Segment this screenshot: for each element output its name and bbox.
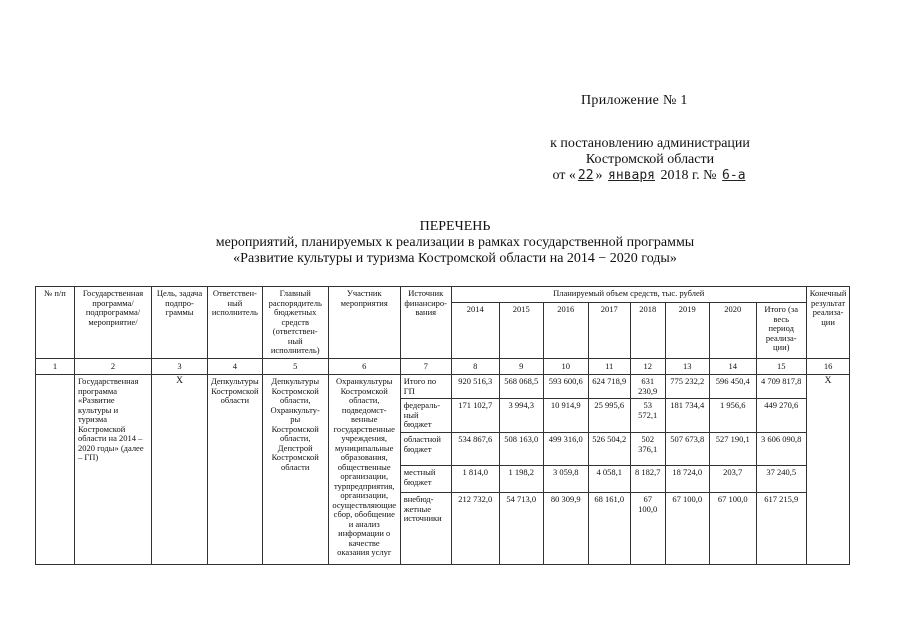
value-cell: 1 198,2 [499, 466, 543, 493]
value-cell: 25 995,6 [588, 399, 630, 433]
date-mid: » [595, 168, 603, 183]
column-number: 3 [152, 359, 208, 375]
column-number: 15 [756, 359, 806, 375]
manager-cell: Депкультуры Костромской области, Охранкульту-ры Костромской области, Депстрой Костромской области [262, 375, 328, 565]
col-total-header: Итого (за весь период реализа-ции) [756, 303, 806, 359]
col-source-header: Источник финансиро-вания [400, 287, 451, 359]
value-cell: 526 504,2 [588, 433, 630, 466]
table-row [36, 375, 850, 399]
col-result-header: Конечный результат реализа-ции [806, 287, 850, 359]
value-cell: 1 956,6 [709, 399, 756, 433]
value-cell: 568 068,5 [499, 375, 543, 399]
program-name-cell: Государственная программа «Развитие культуры и туризма Костромской области на 2014 – 2020 годы» (далее – ГП) [75, 375, 152, 565]
value-cell: 10 914,9 [543, 399, 588, 433]
value-cell: 1 814,0 [451, 466, 499, 493]
source-cell: местный бюджет [400, 466, 451, 493]
value-cell: 502 376,1 [630, 433, 665, 466]
value-cell: 80 309,9 [543, 493, 588, 565]
total-cell: 3 606 090,8 [756, 433, 806, 466]
total-cell: 4 709 817,8 [756, 375, 806, 399]
column-number: 11 [588, 359, 630, 375]
total-cell: 617 215,9 [756, 493, 806, 565]
value-cell: 593 600,6 [543, 375, 588, 399]
source-cell: областной бюджет [400, 433, 451, 466]
col-year-header: 2016 [543, 303, 588, 359]
resolution-date [500, 168, 800, 184]
column-number: 7 [400, 359, 451, 375]
col-year-header: 2017 [588, 303, 630, 359]
column-number: 8 [451, 359, 499, 375]
value-cell: 499 316,0 [543, 433, 588, 466]
heading-title: ПЕРЕЧЕНЬ [419, 219, 491, 234]
value-cell: 67 100,0 [630, 493, 665, 565]
column-number: 6 [328, 359, 400, 375]
value-cell: 507 673,8 [665, 433, 709, 466]
measures-table [35, 286, 850, 565]
value-cell: 68 161,0 [588, 493, 630, 565]
resolution-line-2: Костромской области [585, 152, 715, 167]
column-number: 4 [208, 359, 263, 375]
value-cell: 212 732,0 [451, 493, 499, 565]
value-cell: 171 102,7 [451, 399, 499, 433]
participant-cell: Охранкультуры Костромской области, подведомст-венные государственные учреждения, муниципальные образования, общественные организации, турпредприятия, организации, осуществляющие сбор, обобщение и анализ информации о качестве оказания услуг [328, 375, 400, 565]
col-goal-header: Цель, задача подпро-граммы [152, 287, 208, 359]
col-year-header: 2015 [499, 303, 543, 359]
value-cell: 67 100,0 [709, 493, 756, 565]
source-cell: Итого по ГП [400, 375, 451, 399]
value-cell: 4 058,1 [588, 466, 630, 493]
column-number: 13 [665, 359, 709, 375]
resolution-line-1: к постановлению администрации [550, 136, 750, 151]
date-day: 22 [577, 168, 594, 183]
heading-subtitle: мероприятий, планируемых к реализации в рамках государственной программы [215, 235, 695, 250]
value-cell: 8 182,7 [630, 466, 665, 493]
date-prefix: от « [552, 168, 576, 183]
value-cell: 534 867,6 [451, 433, 499, 466]
resolution-reference [500, 136, 800, 184]
result-cell: Х [806, 375, 850, 565]
value-cell: 3 994,3 [499, 399, 543, 433]
column-number: 1 [36, 359, 75, 375]
source-cell: внебюд-жетные источники [400, 493, 451, 565]
table-header-row [36, 287, 850, 303]
total-cell: 449 270,6 [756, 399, 806, 433]
col-year-header: 2014 [451, 303, 499, 359]
value-cell: 181 734,4 [665, 399, 709, 433]
heading-program-name: «Развитие культуры и туризма Костромской области на 2014 − 2020 годы» [233, 251, 677, 266]
value-cell: 624 718,9 [588, 375, 630, 399]
col-planned-header: Планируемый объем средств, тыс. рублей [451, 287, 806, 303]
col-year-header: 2019 [665, 303, 709, 359]
goal-cell: Х [152, 375, 208, 565]
column-number-row [36, 359, 850, 375]
col-manager-header: Главный распорядитель бюджетных средств (ответствен-ный исполнитель) [262, 287, 328, 359]
value-cell: 54 713,0 [499, 493, 543, 565]
col-year-header: 2018 [630, 303, 665, 359]
col-program-header: Государственная программа/ подпрограмма/ мероприятие/ [75, 287, 152, 359]
value-cell: 203,7 [709, 466, 756, 493]
column-number: 5 [262, 359, 328, 375]
col-num-header: № п/п [36, 287, 75, 359]
col-participant-header: Участник мероприятия [328, 287, 400, 359]
document-heading [150, 219, 760, 267]
value-cell: 3 059,8 [543, 466, 588, 493]
col-executor-header: Ответствен-ный исполнитель [208, 287, 263, 359]
total-cell: 37 240,5 [756, 466, 806, 493]
value-cell: 18 724,0 [665, 466, 709, 493]
column-number: 14 [709, 359, 756, 375]
value-cell: 920 516,3 [451, 375, 499, 399]
date-year: 2018 г. № [660, 168, 717, 183]
value-cell: 67 100,0 [665, 493, 709, 565]
value-cell: 508 163,0 [499, 433, 543, 466]
column-number: 16 [806, 359, 850, 375]
appendix-label: Приложение № 1 [581, 93, 688, 108]
column-number: 2 [75, 359, 152, 375]
row-number-cell [36, 375, 75, 565]
col-year-header: 2020 [709, 303, 756, 359]
column-number: 9 [499, 359, 543, 375]
value-cell: 596 450,4 [709, 375, 756, 399]
value-cell: 775 232,2 [665, 375, 709, 399]
value-cell: 527 190,1 [709, 433, 756, 466]
value-cell: 53 572,1 [630, 399, 665, 433]
column-number: 12 [630, 359, 665, 375]
value-cell: 631 230,9 [630, 375, 665, 399]
column-number: 10 [543, 359, 588, 375]
executor-cell: Депкультуры Костромской области [208, 375, 263, 565]
date-month: января [608, 168, 656, 183]
date-number: 6-а [722, 168, 746, 183]
source-cell: федераль-ный бюджет [400, 399, 451, 433]
